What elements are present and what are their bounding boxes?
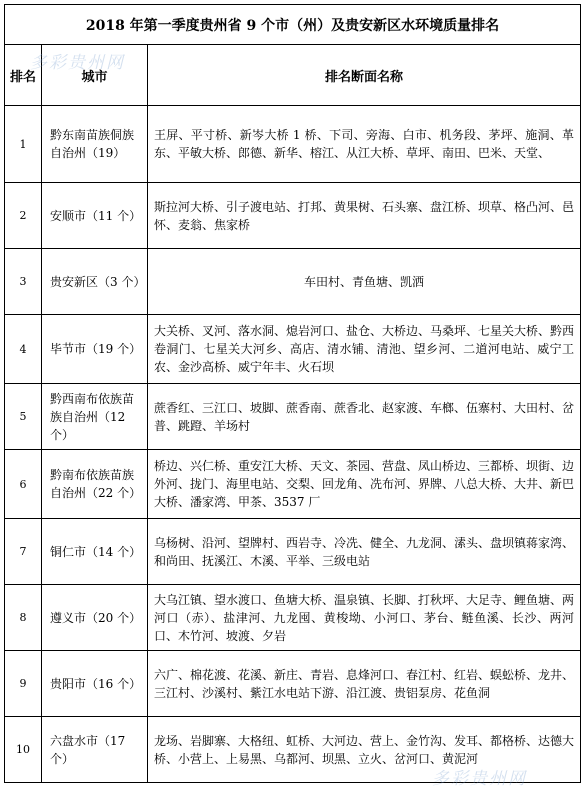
sections-cell: 乌杨树、沿河、望牌村、西岩寺、冷冼、健全、九龙洞、溸头、盘坝镇蒋家湾、和尚田、抚溪江、木溪、平举、三级电站 xyxy=(148,519,581,585)
city-cell: 遵义市（20 个） xyxy=(42,585,148,651)
rank-cell: 1 xyxy=(5,106,42,183)
rank-cell: 7 xyxy=(5,519,42,585)
city-cell: 毕节市（19 个） xyxy=(42,315,148,384)
sections-cell: 车田村、青鱼塘、凯洒 xyxy=(148,249,581,315)
sections-cell: 蔗香红、三江口、坡脚、蔗香南、蔗香北、赵家渡、车榔、伍寨村、大田村、岔普、跳蹬、羊场村 xyxy=(148,384,581,450)
sections-cell: 大乌江镇、望水渡口、鱼塘大桥、温泉镇、长脚、打秋坪、大足寺、鲤鱼塘、两河口（赤）、盐津河、九龙囤、黄梭坳、小河口、茅台、鲢鱼溪、长沙、两河口、木竹河、坡渡、夕岩 xyxy=(148,585,581,651)
rank-cell: 2 xyxy=(5,183,42,249)
table-row xyxy=(5,315,581,384)
rank-cell: 9 xyxy=(5,651,42,717)
city-cell: 安顺市（11 个） xyxy=(42,183,148,249)
city-cell: 贵安新区（3 个） xyxy=(42,249,148,315)
table-row xyxy=(5,183,581,249)
table-title: 2018 年第一季度贵州省 9 个市（州）及贵安新区水环境质量排名 xyxy=(5,5,581,45)
rank-cell: 5 xyxy=(5,384,42,450)
table-row xyxy=(5,651,581,717)
rank-header: 排名 xyxy=(5,45,42,106)
rank-cell: 8 xyxy=(5,585,42,651)
city-cell: 贵阳市（16 个） xyxy=(42,651,148,717)
sections-cell: 大关桥、叉河、落水洞、熄岩河口、盐仓、大桥边、马桑坪、七星关大桥、黔西卷洞门、七星关大河乡、高店、清水铺、清池、望乡河、二道河电站、威宁工农、金沙高桥、威宁年丰、火石坝 xyxy=(148,315,581,384)
header-row xyxy=(5,45,581,106)
ranking-table xyxy=(4,4,581,783)
sections-cell: 王屏、平寸桥、新岑大桥 1 桥、下司、旁海、白市、机务段、茅坪、施洞、革东、平敏大桥、郎德、新华、榕江、从江大桥、草坪、南田、巴米、天堂、 xyxy=(148,106,581,183)
city-cell: 黔南布依族苗族自治州（22 个） xyxy=(42,450,148,519)
rank-cell: 6 xyxy=(5,450,42,519)
sections-cell: 六广、棉花渡、花溪、新庄、青岩、息烽河口、春江村、红岩、蜈蚣桥、龙井、三江村、沙溪村、紫江水电站下游、沿江渡、贵铝泵房、花鱼洞 xyxy=(148,651,581,717)
rank-cell: 10 xyxy=(5,717,42,783)
table-row xyxy=(5,384,581,450)
table-row xyxy=(5,717,581,783)
title-row xyxy=(5,5,581,45)
sections-cell: 桥边、兴仁桥、重安江大桥、天文、茶园、营盘、凤山桥边、三都桥、坝街、边外河、拢门、海里电站、交梨、回龙角、冼布河、界牌、八总大桥、大井、新巴大桥、潘家湾、甲茶、3537 厂 xyxy=(148,450,581,519)
table-row xyxy=(5,450,581,519)
city-cell: 黔东南苗族侗族自治州（19） xyxy=(42,106,148,183)
table-row xyxy=(5,106,581,183)
document xyxy=(4,4,580,783)
sections-header: 排名断面名称 xyxy=(148,45,581,106)
sections-cell: 斯拉河大桥、引子渡电站、打邦、黄果树、石头寨、盘江桥、坝草、格凸河、邑怀、麦翁、焦家桥 xyxy=(148,183,581,249)
watermark: 多彩贵州网 xyxy=(432,769,527,789)
city-header: 城市 xyxy=(42,45,148,106)
city-cell: 黔西南布依族苗族自治州（12 个） xyxy=(42,384,148,450)
table-row xyxy=(5,519,581,585)
city-cell: 铜仁市（14 个） xyxy=(42,519,148,585)
rank-cell: 3 xyxy=(5,249,42,315)
table-row xyxy=(5,585,581,651)
sections-cell: 龙场、岩脚寨、大格纽、虹桥、大河边、营上、金竹沟、发耳、都格桥、达德大桥、小营上、上易黑、乌都河、坝黑、立火、岔河口、黄泥河 xyxy=(148,717,581,783)
watermark: 多彩贵州网 xyxy=(30,53,125,73)
city-cell: 六盘水市（17 个） xyxy=(42,717,148,783)
rank-cell: 4 xyxy=(5,315,42,384)
table-row xyxy=(5,249,581,315)
